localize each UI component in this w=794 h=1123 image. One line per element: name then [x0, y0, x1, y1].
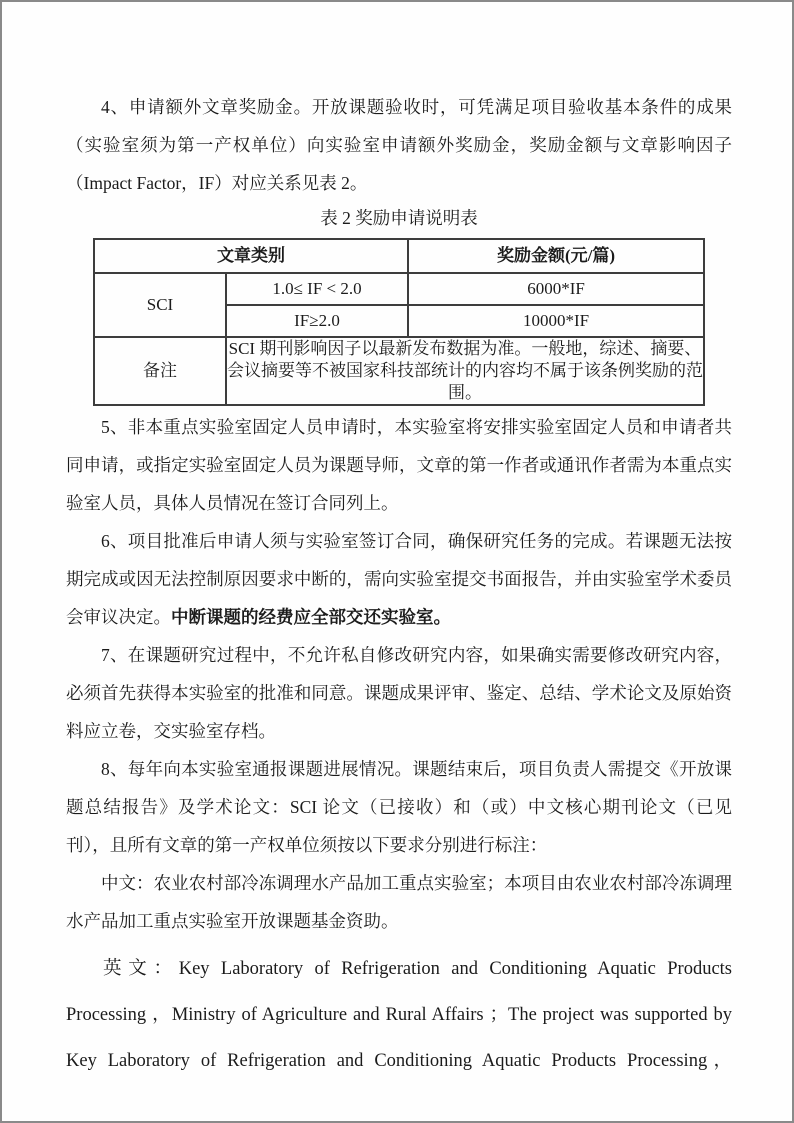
table-row-sci-low — [94, 273, 704, 305]
table-caption: 表 2 奖励申请说明表 — [320, 208, 478, 228]
header-cell-category: 文章类别 — [94, 239, 408, 273]
paragraph-chinese-attribution: 中文：农业农村部冷冻调理水产品加工重点实验室；本项目由农业农村部冷冻调理水产品加工重点实验室开放课题基金资助。 — [66, 873, 732, 931]
header-cell-amount: 奖励金额(元/篇) — [408, 239, 704, 273]
paragraph-5: 5、非本重点实验室固定人员申请时，本实验室将安排实验室固定人员和申请者共同申请，或指定实验室固定人员为课题导师，文章的第一作者或通讯作者需为本重点实验室人员，具体人员情况在签订合同列上。 — [66, 417, 732, 513]
cell-if-range-high: IF≥2.0 — [226, 305, 408, 337]
paragraph-6 — [66, 522, 732, 636]
paragraph-english-attribution: 英文：Key Laboratory of Refrigeration and Conditioning Aquatic Products Processing ，Ministry of Agriculture and Rural Affairs ；The project was supported by Key Laboratory of Refrigeration and Conditioning Aquatic Products Processing， — [66, 959, 732, 1071]
paragraph-8: 8、每年向本实验室通报课题进展情况。课题结束后，项目负责人需提交《开放课题总结报告》及学术论文：SCI 论文（已接收）和（或）中文核心期刊论文（已见刊），且所有文章的第一产权单位须按以下要求分别进行标注： — [66, 759, 732, 855]
cell-if-range-low: 1.0≤ IF < 2.0 — [226, 273, 408, 305]
cell-sci-label: SCI — [94, 273, 226, 337]
cell-remark-label: 备注 — [94, 337, 226, 405]
cell-remark-text: SCI 期刊影响因子以最新发布数据为准。一般地，综述、摘要、会议摘要等不被国家科技部统计的内容均不属于该条例奖励的范围。 — [226, 337, 704, 405]
cell-amount-low: 6000*IF — [408, 273, 704, 305]
reward-table — [93, 238, 705, 406]
cell-amount-high: 10000*IF — [408, 305, 704, 337]
table-header-row — [94, 239, 704, 273]
table-row-remark — [94, 337, 704, 405]
paragraph-6-bold-text: 中断课题的经费应全部交还实验室。 — [171, 607, 451, 627]
paragraph-6-text: 6、项目批准后申请人须与实验室签订合同，确保研究任务的完成。若课题无法按期完成或因无法控制原因要求中断的，需向实验室提交书面报告，并由实验室学术委员会审议决定。 — [66, 531, 732, 627]
paragraph-7: 7、在课题研究过程中，不允许私自修改研究内容，如果确实需要修改研究内容，必须首先获得本实验室的批准和同意。课题成果评审、鉴定、总结、学术论文及原始资料应立卷，交实验室存档。 — [66, 645, 732, 741]
paragraph-4: 4、申请额外文章奖励金。开放课题验收时，可凭满足项目验收基本条件的成果（实验室须为第一产权单位）向实验室申请额外奖励金，奖励金额与文章影响因子（Impact Factor，IF）对应关系见表 2。 — [66, 97, 732, 193]
